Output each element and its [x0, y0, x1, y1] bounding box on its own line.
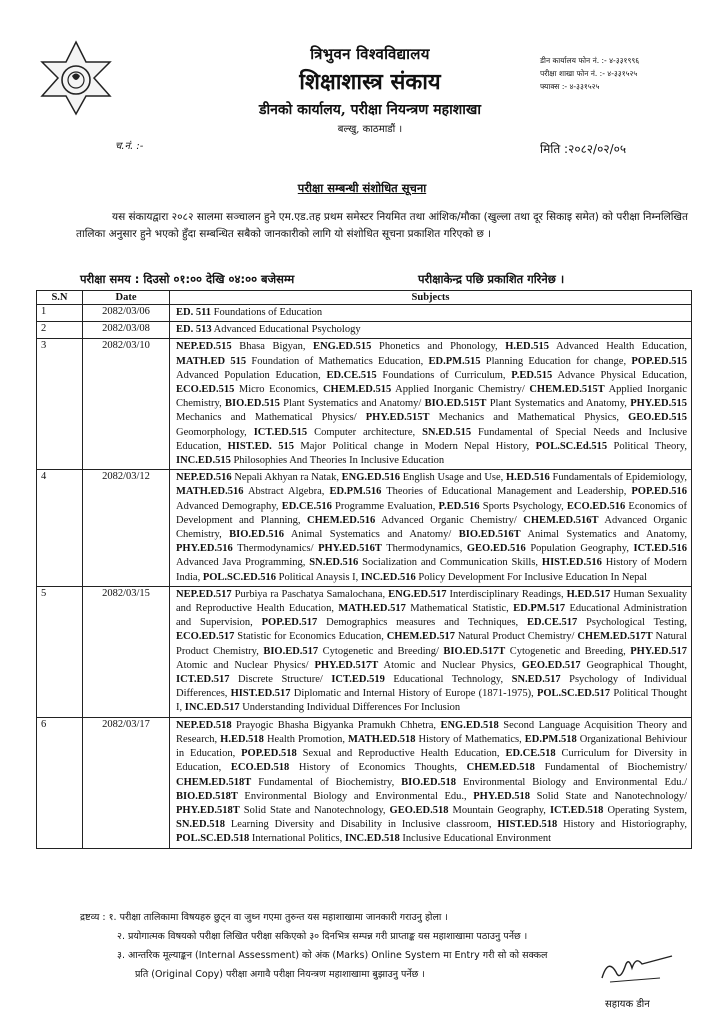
row-date: 2082/03/15: [83, 586, 170, 717]
subject-title: Computer architecture,: [307, 426, 423, 438]
faculty-name: शिक्षाशास्त्र संकाय: [299, 69, 441, 95]
subject-title: Thermodynamics,: [381, 543, 467, 555]
subject-code: ENG.ED.518: [440, 719, 499, 731]
subject-title: Economics of Development and Planning,: [176, 500, 687, 526]
subject-code: CHEM.ED.515: [322, 384, 392, 396]
subject-title: Foundation of Mathematics Education,: [246, 355, 429, 367]
subject-code: ICT.ED.517: [176, 674, 230, 686]
subject-title: Advance Physical Education,: [552, 369, 688, 381]
subject-title: Advanced Health Education,: [549, 341, 687, 353]
subject-title: Foundations of Curriculum,: [376, 369, 512, 381]
table-header-row: [37, 291, 692, 305]
subject-code: CHEM.ED.516: [306, 514, 376, 526]
subject-code: ECO.ED.517: [176, 631, 235, 643]
row-date: 2082/03/12: [83, 470, 170, 587]
subject-code: GEO.ED.518: [389, 804, 449, 816]
subject-code: POP.ED.518: [241, 748, 297, 760]
subject-code: PHY.ED.517: [630, 645, 687, 657]
subject-code: INC.ED.516: [360, 571, 416, 583]
subject-code: ICT.ED.518: [549, 804, 604, 816]
subject-title: Psychology of Individual Differences,: [176, 674, 687, 700]
subject-code: H.ED.516: [506, 472, 550, 484]
subject-code: H.ED.517: [566, 588, 611, 600]
subject-title: Policy Development For Inclusive Education In Nepal: [415, 571, 648, 583]
office-name: डीनको कार्यालय, परीक्षा नियन्त्रण महाशाखा: [259, 102, 481, 118]
subject-title: Animal Systematics and Anatomy/: [283, 529, 459, 541]
subject-code: P.ED.516: [438, 500, 480, 512]
subject-code: NEP.ED.517: [176, 588, 232, 600]
subject-title: Fundamental of Biochemistry,: [251, 776, 402, 788]
subject-code: POL.SC.ED.516: [202, 571, 277, 583]
subject-code: SN.ED.516: [309, 557, 359, 569]
notice-title-wrap: [0, 181, 724, 196]
contact-dean-phone: डीन कार्यालय फोन नं. :- ४-३३१९९६: [540, 56, 640, 65]
row-sn: 6: [37, 717, 83, 848]
subject-title: Bhasa Bigyan,: [231, 341, 314, 353]
subject-title: Foundations of Education: [211, 307, 323, 318]
subject-title: Theories of Educational Management and Leadership,: [381, 486, 632, 498]
subject-title: Mechanics and Mathematical Physics,: [429, 412, 629, 424]
subject-title: Atomic and Nuclear Physics,: [378, 659, 522, 671]
subject-title: English Usage and Use,: [400, 472, 506, 484]
subject-title: Understanding Individual Differences For Inclusion: [239, 702, 461, 714]
subject-title: Demographics measures and Techniques,: [317, 617, 528, 629]
subject-title: Operating System,: [603, 804, 687, 816]
signature: [596, 952, 676, 988]
notice-title: परीक्षा सम्बन्धी संशोधित सूचना: [297, 181, 427, 195]
subject-code: BIO.ED.516: [229, 529, 284, 541]
row-sn: 4: [37, 470, 83, 587]
subject-code: POP.ED.515: [631, 355, 687, 367]
subject-title: Thermodynamics/: [232, 543, 319, 555]
subject-code: ED. 513: [176, 324, 212, 336]
subject-code: ICT.ED.516: [633, 543, 687, 555]
subject-code: BIO.ED.517: [263, 645, 319, 657]
subject-code: ED.PM.518: [524, 733, 577, 745]
subject-title: Micro Economics,: [234, 384, 323, 396]
subject-title: Advanced Demography,: [176, 500, 282, 512]
subject-title: Fundamentals of Epidemiology,: [549, 472, 687, 484]
subject-code: ED.CE.516: [281, 500, 332, 512]
note-1: द्रष्टव्य : १. परीक्षा तालिकामा विषयहरु छुट्न वा जुध्न गएमा तुरुन्त यस महाशाखामा जानकारी गराउनु होला ।: [80, 912, 448, 923]
header-date: Date: [83, 291, 170, 305]
subject-code: BIO.ED.516T: [458, 529, 521, 541]
subject-title: History of Modern India,: [176, 557, 687, 583]
subject-code: POL.SC.Ed.515: [535, 440, 608, 452]
subject-title: Statistic for Economics Education,: [234, 631, 387, 643]
subject-title: Environmental Biology and Environmental Edu.,: [237, 790, 474, 802]
subject-code: SN.ED.517: [511, 674, 561, 686]
subject-title: Sports Psychology,: [479, 500, 567, 512]
subject-title: Animal Systematics and Anatomy,: [520, 529, 687, 541]
subject-title: Inclusive Educational Environment: [399, 833, 552, 845]
subject-title: Purbiya ra Paschatya Samalochana,: [231, 588, 389, 600]
subject-code: CHEM.ED.517T: [577, 631, 653, 643]
subject-title: Advanced Educational Psychology: [211, 324, 361, 336]
subject-code: NEP.ED.518: [176, 719, 232, 731]
university-emblem: [38, 40, 114, 116]
subject-code: POL.SC.ED.517: [536, 688, 611, 700]
subject-code: INC.ED.515: [176, 455, 231, 467]
subject-code: PHY.ED.518: [473, 790, 531, 802]
subject-title: Psychological Testing,: [577, 617, 688, 629]
subject-code: PHY.ED.515: [630, 398, 687, 410]
exam-time: परीक्षा समय : दिउसो ०१:०० देखि ०४:०० बजेसम्म: [80, 272, 295, 286]
intro-paragraph: यस संकायद्वारा २०८२ सालमा सञ्चालन हुने एम.एड.तह प्रथम समेस्टर नियमित तथा आंशिक/मौका (खुल्ला तथा दूर सिकाइ समेत) को परीक्षा निम्नलिखित तालिका अनुसार हुने भएको हुँदा सम्बन्धित सबैको जानकारीको लागि यो संशोधित सूचना प्रकाशित गरिएको छ ।: [76, 211, 688, 240]
subject-code: ED.PM.517: [513, 603, 566, 615]
subject-title: Plant Systematics and Anatomy/: [279, 398, 425, 410]
subject-code: ED.CE.515: [326, 369, 377, 381]
row-sn: 5: [37, 586, 83, 717]
subject-code: ED.CE.517: [527, 617, 578, 629]
subject-code: BIO.ED.518: [401, 776, 456, 788]
subject-title: Political Anaysis I,: [276, 571, 361, 583]
row-date: 2082/03/10: [83, 339, 170, 470]
subject-code: CHEM.ED.518: [466, 762, 535, 774]
subject-code: CHEM.ED.517: [386, 631, 455, 643]
subject-title: History of Economics Thoughts,: [289, 762, 467, 774]
subject-code: BIO.ED.517T: [443, 645, 506, 657]
subject-code: PHY.ED.516: [176, 543, 233, 555]
subject-code: MATH.ED.518: [348, 733, 416, 745]
subject-title: Advanced Organic Chemistry,: [176, 514, 687, 541]
subject-code: CHEM.ED.516T: [523, 514, 599, 526]
contact-fax: फ्याक्स :- ४-३३१५२५: [540, 82, 600, 91]
subject-title: Solid State and Nanotechnology,: [239, 804, 390, 816]
subject-title: Applied Inorganic Chemistry/: [391, 384, 530, 396]
subject-title: Fundamental of Special Needs and Inclusive Education,: [176, 426, 687, 452]
subject-title: Atomic and Nuclear Physics/: [176, 659, 315, 671]
header-subjects: Subjects: [170, 291, 692, 305]
row-date: 2082/03/17: [83, 717, 170, 848]
subject-title: Cytogenetic and Breeding,: [505, 645, 631, 657]
subject-title: Major Political change in Modern Nepal History,: [293, 440, 536, 452]
subject-code: MATH.ED.517: [338, 603, 406, 615]
table-row: [37, 339, 692, 470]
subject-code: GEO.ED.516: [466, 543, 526, 555]
row-date: 2082/03/06: [83, 305, 170, 322]
university-name: त्रिभुवन विश्वविद्यालय: [310, 45, 430, 63]
row-subjects: [170, 339, 692, 470]
subject-title: Cytogenetic and Breeding/: [318, 645, 444, 657]
subject-code: ENG.ED.515: [313, 341, 372, 353]
subject-code: POP.ED.517: [261, 617, 318, 629]
subject-title: Mathematical Statistic,: [405, 603, 514, 615]
note-2: २. प्रयोगात्मक विषयको परीक्षा लिखित परीक्षा सकिएको ३० दिनभित्र सम्पन्न गरी प्राप्ताङ्क यस महाशाखामा पठाउनु पर्नेछ ।: [117, 931, 528, 942]
subject-code: CHEM.ED.518T: [176, 776, 252, 788]
row-sn: 3: [37, 339, 83, 470]
table-row: [37, 305, 692, 322]
subject-code: GEO.ED.517: [521, 659, 581, 671]
contact-exam-phone: परीक्षा शाखा फोन नं. :- ४-३३१५२५: [540, 69, 638, 78]
subject-title: Curriculum for Diversity in Education,: [176, 748, 687, 774]
subject-title: Fundamental of Biochemistry/: [534, 762, 687, 774]
subject-code: POL.SC.ED.518: [176, 833, 250, 845]
subject-title: History and Historiography,: [557, 819, 687, 831]
subject-title: Plant Systematics and Anatomy,: [486, 398, 631, 410]
subject-code: ECO.ED.515: [176, 384, 235, 396]
office-location: बल्खु, काठमाडौं ।: [337, 124, 403, 135]
subject-code: P.ED.515: [511, 369, 553, 381]
subject-code: MATH.ED 515: [176, 355, 247, 367]
subject-title: Natural Product Chemistry,: [176, 631, 687, 657]
subject-code: ED.PM.516: [329, 486, 382, 498]
subject-code: HIST.ED. 515: [227, 440, 294, 452]
subject-code: SN.ED.515: [422, 426, 472, 438]
subject-code: HIST.ED.516: [541, 557, 602, 569]
subject-title: Advanced Population Education,: [176, 369, 327, 381]
subject-code: ECO.ED.518: [230, 762, 290, 774]
subject-title: Abstract Algebra,: [243, 486, 330, 498]
subject-title: Applied Inorganic Chemistry,: [176, 384, 687, 410]
subject-title: Discrete Structure/: [229, 674, 332, 686]
note-3: ३. आन्तरिक मूल्याङ्कन (Internal Assessment) को अंक (Marks) Online System मा Entry गरी सो को सक्कल: [117, 950, 548, 961]
subject-code: SN.ED.518: [176, 819, 226, 831]
subject-title: Advanced Java Programming,: [176, 557, 310, 569]
row-subjects: [170, 586, 692, 717]
subject-code: NEP.ED.515: [176, 341, 232, 353]
subject-title: Political Theory,: [607, 440, 688, 452]
subject-code: INC.ED.517: [184, 702, 240, 714]
subject-title: Mechanics and Mathematical Physics/: [176, 412, 366, 424]
subject-title: Nepali Akhyan ra Natak,: [231, 472, 342, 484]
table-row: [37, 322, 692, 339]
subject-code: HIST.ED.517: [230, 688, 291, 700]
table-row: [37, 586, 692, 717]
subject-title: Human Sexuality and Reproductive Health Education,: [176, 588, 687, 615]
subject-title: History of Mathematics,: [415, 733, 525, 745]
subject-title: Philosophies And Theories In Inclusive Education: [230, 455, 445, 467]
subject-code: GEO.ED.515: [628, 412, 687, 424]
table-row: [37, 717, 692, 848]
subject-title: Sexual and Reproductive Health Education,: [296, 748, 506, 760]
subject-title: Health Promotion,: [263, 733, 349, 745]
subject-code: PHY.ED.517T: [314, 659, 379, 671]
subject-title: Natural Product Chemistry/: [454, 631, 578, 643]
subject-code: PHY.ED.516T: [318, 543, 382, 555]
signatory-designation: सहायक डीन: [605, 999, 650, 1010]
subject-title: Geomorphology,: [176, 426, 254, 438]
contact-block: [540, 54, 639, 93]
subject-code: PHY.ED.518T: [176, 804, 240, 816]
subject-title: Educational Technology,: [384, 674, 512, 686]
exam-center-note: परीक्षाकेन्द्र पछि प्रकाशित गरिनेछ ।: [418, 272, 565, 286]
subject-title: Second Language Acquisition Theory and Research,: [176, 719, 687, 745]
subject-title: Solid State and Nanotechnology/: [530, 790, 687, 802]
subject-code: BIO.ED.515: [224, 398, 280, 410]
subject-title: Socialization and Communication Skills,: [358, 557, 542, 569]
subject-code: H.ED.518: [220, 733, 264, 745]
note-3-continued: प्रति (Original Copy) परीक्षा अगावै परीक्षा नियन्त्रण महाशाखामा बुझाउनु पर्नेछ ।: [135, 969, 425, 980]
subject-title: Organizational Behiviour in Education,: [176, 733, 688, 760]
letterhead: [200, 44, 540, 135]
subject-code: ED.CE.518: [505, 748, 556, 760]
subject-title: International Politics,: [249, 833, 345, 845]
subject-code: MATH.ED.516: [176, 486, 244, 498]
subject-title: Political Thought I,: [176, 688, 688, 714]
subject-code: BIO.ED.515T: [424, 398, 487, 410]
row-sn: 2: [37, 322, 83, 339]
subject-code: PHY.ED.515T: [365, 412, 430, 424]
subject-code: ENG.ED.516: [341, 472, 401, 484]
subject-code: ENG.ED.517: [388, 588, 447, 600]
row-subjects: [170, 717, 692, 848]
subject-code: ICT.ED.519: [331, 674, 385, 686]
subject-title: Diplomatic and Internal History of Europe (1871-1975),: [290, 688, 537, 700]
row-subjects: [170, 470, 692, 587]
subject-title: Prayogic Bhasha Bigyanka Pramukh Chhetra,: [231, 719, 441, 731]
row-sn: 1: [37, 305, 83, 322]
subject-title: Planning Education for change,: [480, 355, 632, 367]
subject-title: Advanced Organic Chemistry/: [375, 514, 524, 526]
subject-title: Population Geography,: [525, 543, 634, 555]
subject-code: ED.PM.515: [428, 355, 481, 367]
subject-code: HIST.ED.518: [497, 819, 558, 831]
table-row: [37, 470, 692, 587]
subject-code: INC.ED.518: [344, 833, 400, 845]
subject-title: Learning Diversity and Disability in Inclusive classroom,: [225, 819, 498, 831]
subject-title: Phonetics and Phonology,: [371, 341, 506, 353]
subject-title: Environmental Biology and Environmental Edu./: [456, 776, 687, 788]
header-sn: S.N: [37, 291, 83, 305]
subject-code: BIO.ED.518T: [176, 790, 238, 802]
row-subjects: [170, 322, 692, 339]
exam-schedule-table: [36, 290, 692, 849]
subject-code: ED. 511: [176, 307, 212, 318]
subject-code: ECO.ED.516: [566, 500, 626, 512]
subject-title: Geographical Thought,: [580, 659, 688, 671]
subject-title: Programme Evaluation,: [331, 500, 439, 512]
subject-title: Interdisciplinary Readings,: [446, 588, 567, 600]
subject-code: CHEM.ED.515T: [529, 384, 605, 396]
subject-code: H.ED.515: [505, 341, 550, 353]
subject-title: Educational Administration and Supervision,: [176, 603, 687, 629]
row-subjects: [170, 305, 692, 322]
row-date: 2082/03/08: [83, 322, 170, 339]
reference-number-label: च.नं. :-: [115, 141, 144, 152]
subject-code: ICT.ED.515: [253, 426, 308, 438]
subject-code: POP.ED.516: [631, 486, 687, 498]
notice-date: मिति :२०८२/०२/०५: [540, 142, 627, 156]
subject-title: Mountain Geography,: [448, 804, 550, 816]
subject-code: NEP.ED.516: [176, 472, 232, 484]
